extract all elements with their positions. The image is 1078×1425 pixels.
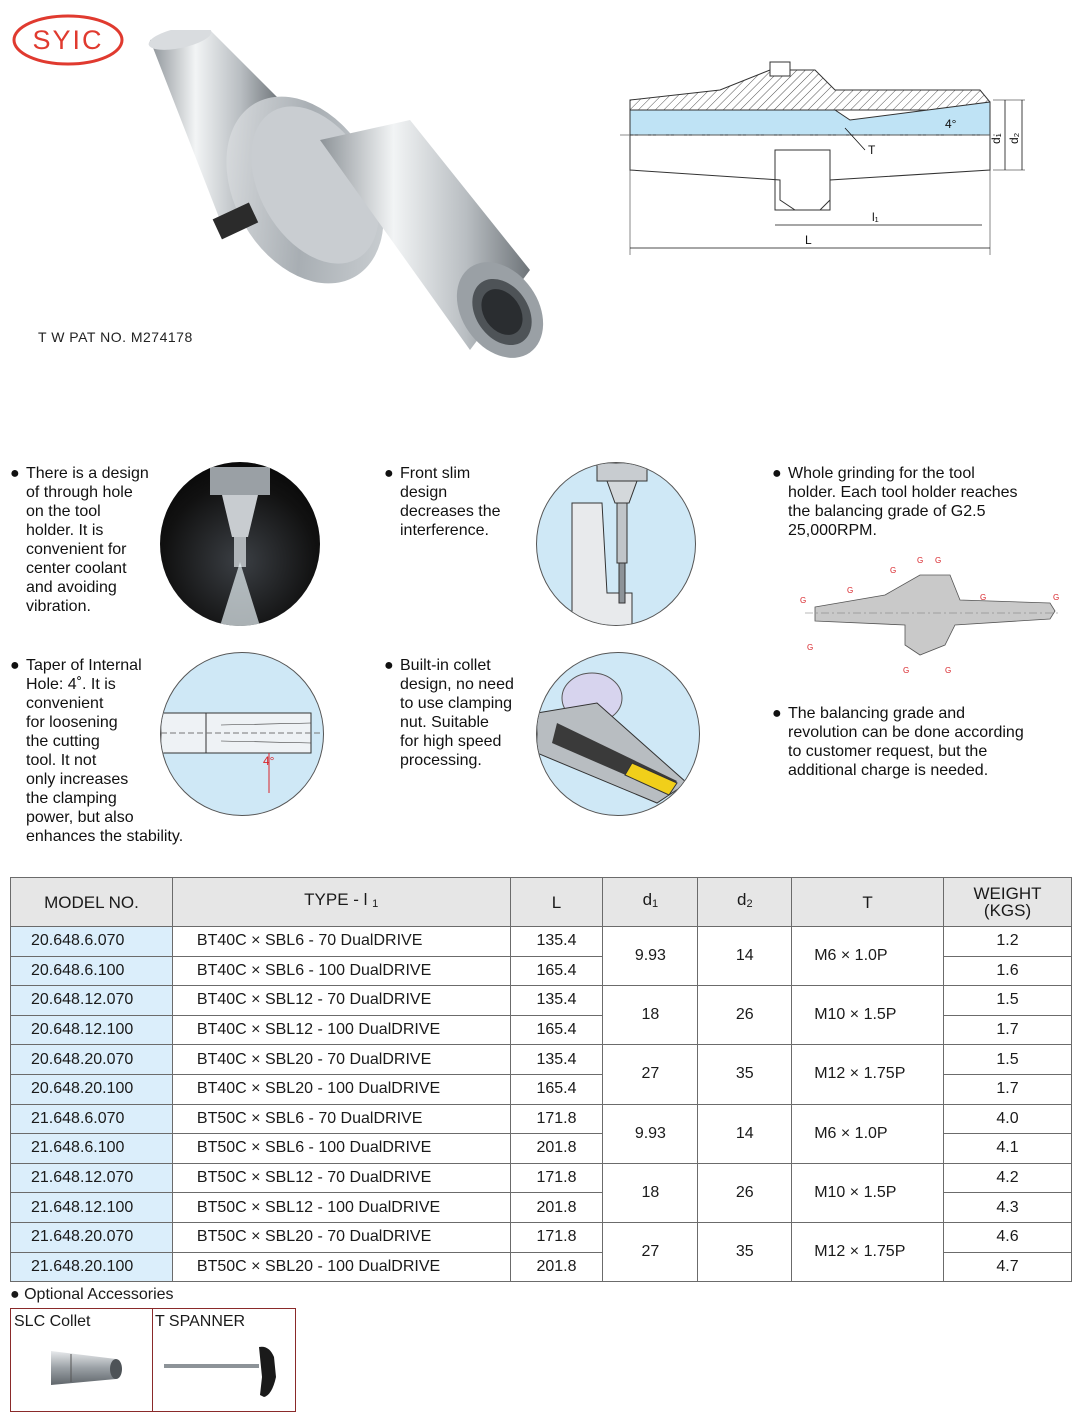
syic-logo bbox=[12, 14, 124, 66]
svg-text:G: G bbox=[903, 666, 910, 675]
t-label: T bbox=[868, 143, 876, 157]
patent-number: T W PAT NO. M274178 bbox=[38, 329, 193, 345]
d1-label: d₁ bbox=[989, 133, 1003, 144]
angle-label: 4° bbox=[945, 117, 957, 131]
through-hole-photo bbox=[160, 462, 320, 626]
feature-through-hole: ● There is a design of through hole on the tool holder. It is convenient for center coolant and avoiding vibration. bbox=[10, 465, 149, 615]
svg-text:G: G bbox=[800, 596, 807, 605]
collet-illustration bbox=[536, 652, 700, 816]
taper-illustration bbox=[160, 652, 324, 816]
feature-whole-grinding: ● Whole grinding for the tool holder. Each tool holder reaches the balancing grade of G2.5 25,000RPM. bbox=[772, 465, 1018, 539]
table-row: 21.648.12.100 BT50C × SBL12 - 100 DualDRIVE 201.8 4.3 bbox=[11, 1193, 1072, 1223]
header-L: L bbox=[510, 878, 603, 927]
svg-text:G: G bbox=[935, 556, 942, 565]
table-row: 21.648.6.100 BT50C × SBL6 - 100 DualDRIVE 201.8 4.1 bbox=[11, 1134, 1072, 1164]
table-row: 21.648.6.070 BT50C × SBL6 - 70 DualDRIVE 171.8 9.93 14 M6 × 1.0P 4.0 bbox=[11, 1104, 1072, 1134]
front-slim-illustration bbox=[536, 462, 696, 626]
spanner-image bbox=[164, 1337, 290, 1403]
header-d1: d1 bbox=[603, 878, 698, 927]
svg-text:G: G bbox=[980, 593, 987, 602]
accessories-title: ● Optional Accessories bbox=[10, 1286, 174, 1303]
table-row: 21.648.20.070 BT50C × SBL20 - 70 DualDRIVE 171.8 27 35 M12 × 1.75P 4.6 bbox=[11, 1222, 1072, 1252]
table-row: 20.648.20.100 BT40C × SBL20 - 100 DualDRIVE 165.4 1.7 bbox=[11, 1074, 1072, 1104]
spec-table bbox=[10, 877, 1072, 1282]
svg-text:G: G bbox=[807, 643, 814, 652]
table-header-row bbox=[11, 878, 1072, 927]
svg-text:G: G bbox=[847, 586, 854, 595]
feature-taper-internal-hole: ● Taper of Internal Hole: 4˚. It is convenient for loosening the cutting tool. It not only increases the clamping power, but also enhances the stability. bbox=[10, 657, 184, 845]
svg-text:G: G bbox=[945, 666, 952, 675]
tool-holder-product-image bbox=[130, 30, 550, 370]
technical-drawing bbox=[620, 60, 1040, 260]
collet-image bbox=[46, 1339, 126, 1395]
feature-balancing-request: ● The balancing grade and revolution can be done according to customer request, but the additional charge is needed. bbox=[772, 705, 1024, 779]
accessories-box bbox=[10, 1308, 296, 1412]
header-type: TYPE - l 1 bbox=[172, 878, 510, 927]
table-row: 20.648.20.070 BT40C × SBL20 - 70 DualDRIVE 135.4 27 35 M12 × 1.75P 1.5 bbox=[11, 1045, 1072, 1075]
feature-front-slim: ● Front slim design decreases the interference. bbox=[384, 465, 501, 539]
table-row: 20.648.12.070 BT40C × SBL12 - 70 DualDRIVE 135.4 18 26 M10 × 1.5P 1.5 bbox=[11, 986, 1072, 1016]
header-T: T bbox=[792, 878, 944, 927]
accessory-t-spanner: T SPANNER bbox=[152, 1309, 295, 1411]
table-row: 21.648.20.100 BT50C × SBL20 - 100 DualDRIVE 201.8 4.7 bbox=[11, 1252, 1072, 1282]
svg-text:G: G bbox=[890, 566, 897, 575]
accessory-slc-collet: SLC Collet bbox=[11, 1309, 153, 1411]
l1-label: l₁ bbox=[872, 210, 879, 224]
balancing-diagram bbox=[795, 555, 1070, 685]
taper-angle-label: 4° bbox=[263, 754, 275, 768]
header-weight: WEIGHT (KGS) bbox=[944, 878, 1072, 927]
header-d2: d2 bbox=[698, 878, 792, 927]
header-model: MODEL NO. bbox=[11, 878, 173, 927]
table-row: 20.648.12.100 BT40C × SBL12 - 100 DualDRIVE 165.4 1.7 bbox=[11, 1015, 1072, 1045]
table-row: 21.648.12.070 BT50C × SBL12 - 70 DualDRIVE 171.8 18 26 M10 × 1.5P 4.2 bbox=[11, 1163, 1072, 1193]
table-row: 20.648.6.100 BT40C × SBL6 - 100 DualDRIVE 165.4 1.6 bbox=[11, 956, 1072, 986]
logo-text: SYIC bbox=[32, 25, 104, 55]
L-label: L bbox=[805, 233, 812, 247]
feature-built-in-collet: ● Built-in collet design, no need to use clamping nut. Suitable for high speed processing. bbox=[384, 657, 514, 769]
svg-text:G: G bbox=[1053, 593, 1060, 602]
svg-text:G: G bbox=[917, 556, 924, 565]
table-row: 20.648.6.070 BT40C × SBL6 - 70 DualDRIVE 135.4 9.93 14 M6 × 1.0P 1.2 bbox=[11, 927, 1072, 957]
d2-label: d₂ bbox=[1007, 132, 1021, 144]
